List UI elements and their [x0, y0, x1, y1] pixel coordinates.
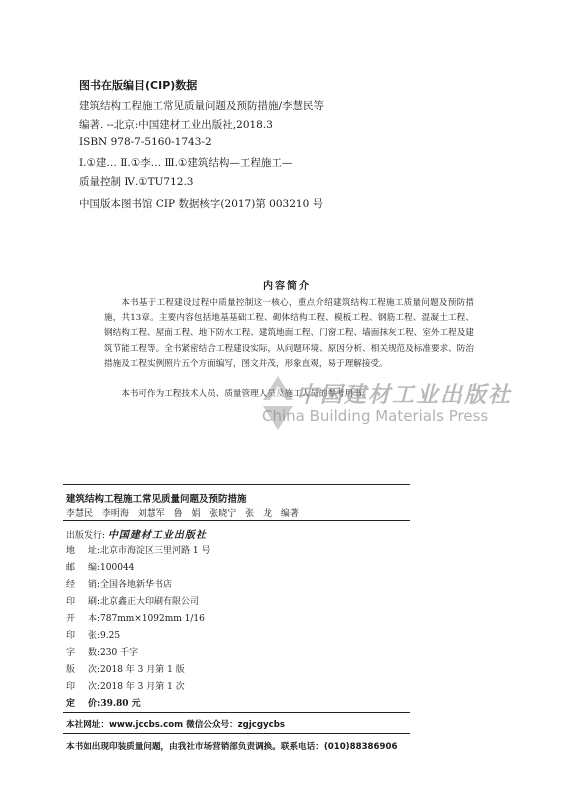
cip-classification-line: 质量控制 Ⅳ.①TU712.3 [79, 176, 194, 188]
colophon-row-price: 定 价:39.80 元 [66, 699, 141, 709]
cip-subject-line: Ⅰ.①建… Ⅱ.①李… Ⅲ.①建筑结构—工程施工— [79, 157, 293, 169]
colophon-row: 印 刷:北京鑫正大印刷有限公司 [66, 597, 200, 607]
cip-publisher-line: 编著. --北京:中国建材工业出版社,2018.3 [79, 119, 273, 131]
sheets-value: 9.25 [100, 631, 121, 641]
printing-value: 2018 年 3 月第 1 次 [100, 682, 185, 692]
footer-divider [63, 733, 410, 734]
colophon-row: 经 销:全国各地新华书店 [66, 580, 173, 590]
summary-title: 内容简介 [263, 281, 311, 292]
publisher-name-logo: 中国建材工业出版社 [107, 530, 207, 541]
quality-notice-line: 本书如出现印装质量问题，由我社市场营销部负责调换。联系电话：(010)88386906 [66, 742, 398, 752]
printer-value: 北京鑫正大印刷有限公司 [100, 597, 200, 607]
colophon-publisher [66, 526, 207, 541]
cip-record-number: 中国版本图书馆 CIP 数据核字(2017)第 003210 号 [79, 198, 324, 210]
watermark-publisher-en: China Building Materials Press [262, 407, 489, 425]
price-value: 39.80 元 [100, 699, 141, 709]
price-divider [63, 712, 410, 713]
cip-title-line: 建筑结构工程施工常见质量问题及预防措施/李慧民等 [79, 100, 325, 112]
postcode-value: 100044 [100, 563, 135, 573]
colophon-row: 邮 编:100044 [66, 563, 135, 573]
top-divider [63, 484, 410, 485]
colophon-book-title: 建筑结构工程施工常见质量问题及预防措施 [66, 494, 247, 505]
publisher-label: 出版发行: [66, 531, 106, 541]
colophon-row: 字 数:230 千字 [66, 648, 139, 658]
format-value: 787mm×1092mm 1/16 [100, 614, 205, 624]
word-count-value: 230 千字 [100, 648, 139, 658]
summary-paragraph: 本书基于工程建设过程中质量控制这一核心，重点介绍建筑结构工程施工质量问题及预防措施，共13章。主要内容包括地基基础工程、砌体结构工程、模板工程、钢筋工程、混凝土工程、钢结构工程、屋面工程、地下防水工程、建筑地面工程、门窗工程、墙面抹灰工程、室外工程及建筑节能工程等。全书紧密结合工程建设实际，从问题环境、原因分析、相关规范及标准要求、防治措施及工程实例照片五个方面编写，图文并茂，形象直观，易于理解接受。 [104, 298, 474, 369]
authors-divider [63, 520, 410, 521]
distributor-value: 全国各地新华书店 [100, 580, 173, 590]
colophon-row: 印 张:9.25 [66, 631, 121, 641]
cip-heading: 图书在版编目(CIP)数据 [79, 79, 198, 92]
colophon-row: 版 次:2018 年 3 月第 1 版 [66, 665, 185, 675]
colophon-authors: 李慧民 李明海 刘慧军 鲁 娟 张晓宁 张 龙 编著 [66, 509, 299, 519]
summary-paragraph-2: 本书可作为工程技术人员、质量管理人员及施工人员的参考用书。 [121, 389, 371, 399]
address-value: 北京市海淀区三里河路 1 号 [100, 546, 211, 556]
watermark-publisher-cn: 中国建材工业出版社 [296, 383, 513, 408]
cip-isbn: ISBN 978-7-5160-1743-2 [79, 136, 212, 148]
colophon-row: 印 次:2018 年 3 月第 1 次 [66, 682, 185, 692]
colophon-row: 地 址:北京市海淀区三里河路 1 号 [66, 546, 211, 556]
website-wechat-line: 本社网址：www.jccbs.com 微信公众号：zgjcgycbs [66, 720, 285, 730]
edition-value: 2018 年 3 月第 1 版 [100, 665, 185, 675]
colophon-row: 开 本:787mm×1092mm 1/16 [66, 614, 205, 624]
